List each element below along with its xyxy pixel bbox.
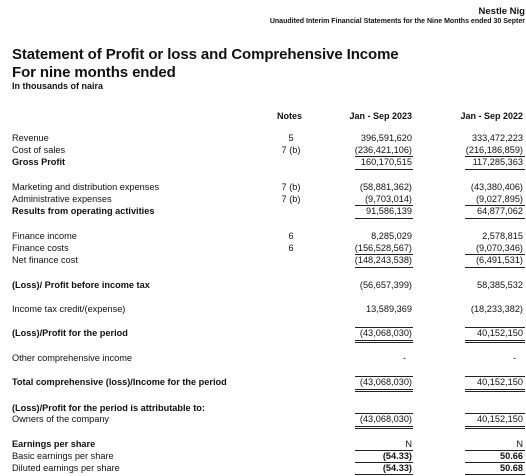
- table-row-marketing-expenses: [0, 182, 526, 194]
- table-row-cost-of-sales: [0, 145, 526, 157]
- value-2022: (43,380,406): [470, 182, 523, 192]
- row-label: Total comprehensive (loss)/Income for the period: [12, 377, 227, 387]
- value-2023: (236,421,106): [354, 145, 412, 155]
- table-row-earnings-per-share: [0, 439, 526, 451]
- table-row-total-comprehensive-income: [0, 377, 526, 389]
- value-2023: (54.33): [382, 463, 412, 473]
- value-2023: (9,703,014): [365, 194, 412, 204]
- table-row-finance-costs: [0, 243, 526, 255]
- row-label: Results from operating activities: [12, 206, 155, 216]
- row-label: Income tax credit/(expense): [12, 304, 126, 314]
- value-2022: 40,152,150: [477, 377, 523, 387]
- currency-2022: N: [516, 439, 523, 449]
- row-label: Finance income: [12, 231, 77, 241]
- value-2022: -: [512, 353, 516, 363]
- row-label: Marketing and distribution expenses: [12, 182, 160, 192]
- value-2023: 160,170,515: [360, 157, 412, 167]
- value-2022: (9,070,346): [476, 243, 523, 253]
- value-2022: 117,285,363: [472, 157, 523, 167]
- total-rule: [355, 267, 413, 268]
- value-2023: (43,068,030): [359, 414, 412, 424]
- value-2022: (18,233,382): [470, 304, 523, 314]
- currency-2023: N: [405, 439, 412, 449]
- period-2023-column-header: Jan - Sep 2023: [349, 111, 412, 121]
- table-row-administrative-expenses: [0, 194, 526, 206]
- table-row-owners-of-company: [0, 414, 526, 426]
- value-2023: (148,243,538): [354, 255, 412, 265]
- value-2023: 13,589,369: [366, 304, 412, 314]
- total-rule: [465, 267, 525, 268]
- value-2022: 64,877,062: [477, 206, 523, 216]
- value-2022: 50.66: [500, 451, 523, 461]
- row-label: Diluted earnings per share: [12, 463, 120, 473]
- row-label: Administrative expenses: [12, 194, 112, 204]
- row-note: 5: [288, 133, 294, 143]
- value-2022: 50.68: [500, 463, 523, 473]
- row-note: 6: [288, 243, 294, 253]
- value-2023: (54.33): [382, 451, 412, 461]
- total-rule: [355, 426, 413, 427]
- row-label: Basic earnings per share: [12, 451, 114, 461]
- value-2023: 8,285,029: [371, 231, 412, 241]
- value-2022: (6,491,531): [476, 255, 523, 265]
- table-row-gross-profit: [0, 157, 526, 169]
- double-rule: [465, 428, 525, 429]
- double-rule: [355, 342, 413, 343]
- total-rule: [355, 218, 413, 219]
- total-rule: [355, 389, 413, 390]
- period-2022-column-header: Jan - Sep 2022: [460, 111, 523, 121]
- row-note: 7 (b): [281, 145, 301, 155]
- value-2023: (156,528,567): [354, 243, 412, 253]
- row-label: Other comprehensive income: [12, 353, 133, 363]
- double-rule: [465, 391, 525, 392]
- statement-title: Statement of Profit or loss and Comprehensive Income: [12, 46, 399, 63]
- value-2023: (43,068,030): [359, 328, 412, 338]
- table-row-profit-before-tax: [0, 280, 526, 292]
- notes-column-header: Notes: [277, 111, 303, 121]
- value-2022: 40,152,150: [477, 328, 523, 338]
- total-rule: [465, 426, 525, 427]
- row-label: Gross Profit: [12, 157, 66, 167]
- row-label: (Loss)/Profit for the period: [12, 328, 128, 338]
- row-note: 6: [288, 231, 294, 241]
- table-row-other-comprehensive-income: [0, 353, 526, 365]
- double-rule: [465, 342, 525, 343]
- table-row-basic-eps: [0, 451, 526, 463]
- value-2022: 2,578,815: [482, 231, 523, 241]
- row-note: 7 (b): [281, 194, 301, 204]
- value-2023: 396,591,620: [360, 133, 412, 143]
- value-2023: -: [402, 353, 406, 363]
- row-label: Net finance cost: [12, 255, 78, 265]
- double-rule: [355, 391, 413, 392]
- value-2022: 40,152,150: [477, 414, 523, 424]
- company-name: Nestle Nig: [478, 6, 525, 17]
- table-row-revenue: [0, 133, 526, 145]
- value-2022: 333,472,223: [471, 133, 523, 143]
- row-label: Cost of sales: [12, 145, 66, 155]
- row-label: (Loss)/Profit for the period is attributable to:: [12, 403, 205, 413]
- row-label: Revenue: [12, 133, 49, 143]
- value-2023: (58,881,362): [359, 182, 412, 192]
- statement-period-title: For nine months ended: [12, 64, 176, 81]
- value-2022: 58,385,532: [477, 280, 523, 290]
- total-rule: [465, 474, 525, 475]
- row-note: 7 (b): [281, 182, 301, 192]
- units-caption: In thousands of naira: [12, 81, 104, 91]
- row-label: Earnings per share: [12, 439, 96, 449]
- total-rule: [465, 218, 525, 219]
- table-row-finance-income: [0, 231, 526, 243]
- table-row-net-finance-cost: [0, 255, 526, 267]
- total-rule: [355, 340, 413, 341]
- value-2022: (9,027,895): [476, 194, 523, 204]
- value-2023: (56,657,399): [359, 280, 412, 290]
- table-row-income-tax: [0, 304, 526, 316]
- value-2023: 91,586,139: [366, 206, 412, 216]
- row-label: (Loss)/ Profit before income tax: [12, 280, 150, 290]
- row-label: Finance costs: [12, 243, 69, 253]
- value-2022: (216,186,859): [465, 145, 523, 155]
- total-rule: [465, 340, 525, 341]
- total-rule: [465, 169, 525, 170]
- double-rule: [355, 428, 413, 429]
- table-row-profit-for-period: [0, 328, 526, 340]
- table-row-operating-results: [0, 206, 526, 218]
- row-label: Owners of the company: [12, 414, 110, 424]
- table-row-diluted-eps: [0, 463, 526, 475]
- total-rule: [465, 389, 525, 390]
- value-2023: (43,068,030): [359, 377, 412, 387]
- report-subtitle: Unaudited Interim Financial Statements for the Nine Months ended 30 Septer: [269, 18, 525, 25]
- total-rule: [355, 169, 413, 170]
- total-rule: [355, 474, 413, 475]
